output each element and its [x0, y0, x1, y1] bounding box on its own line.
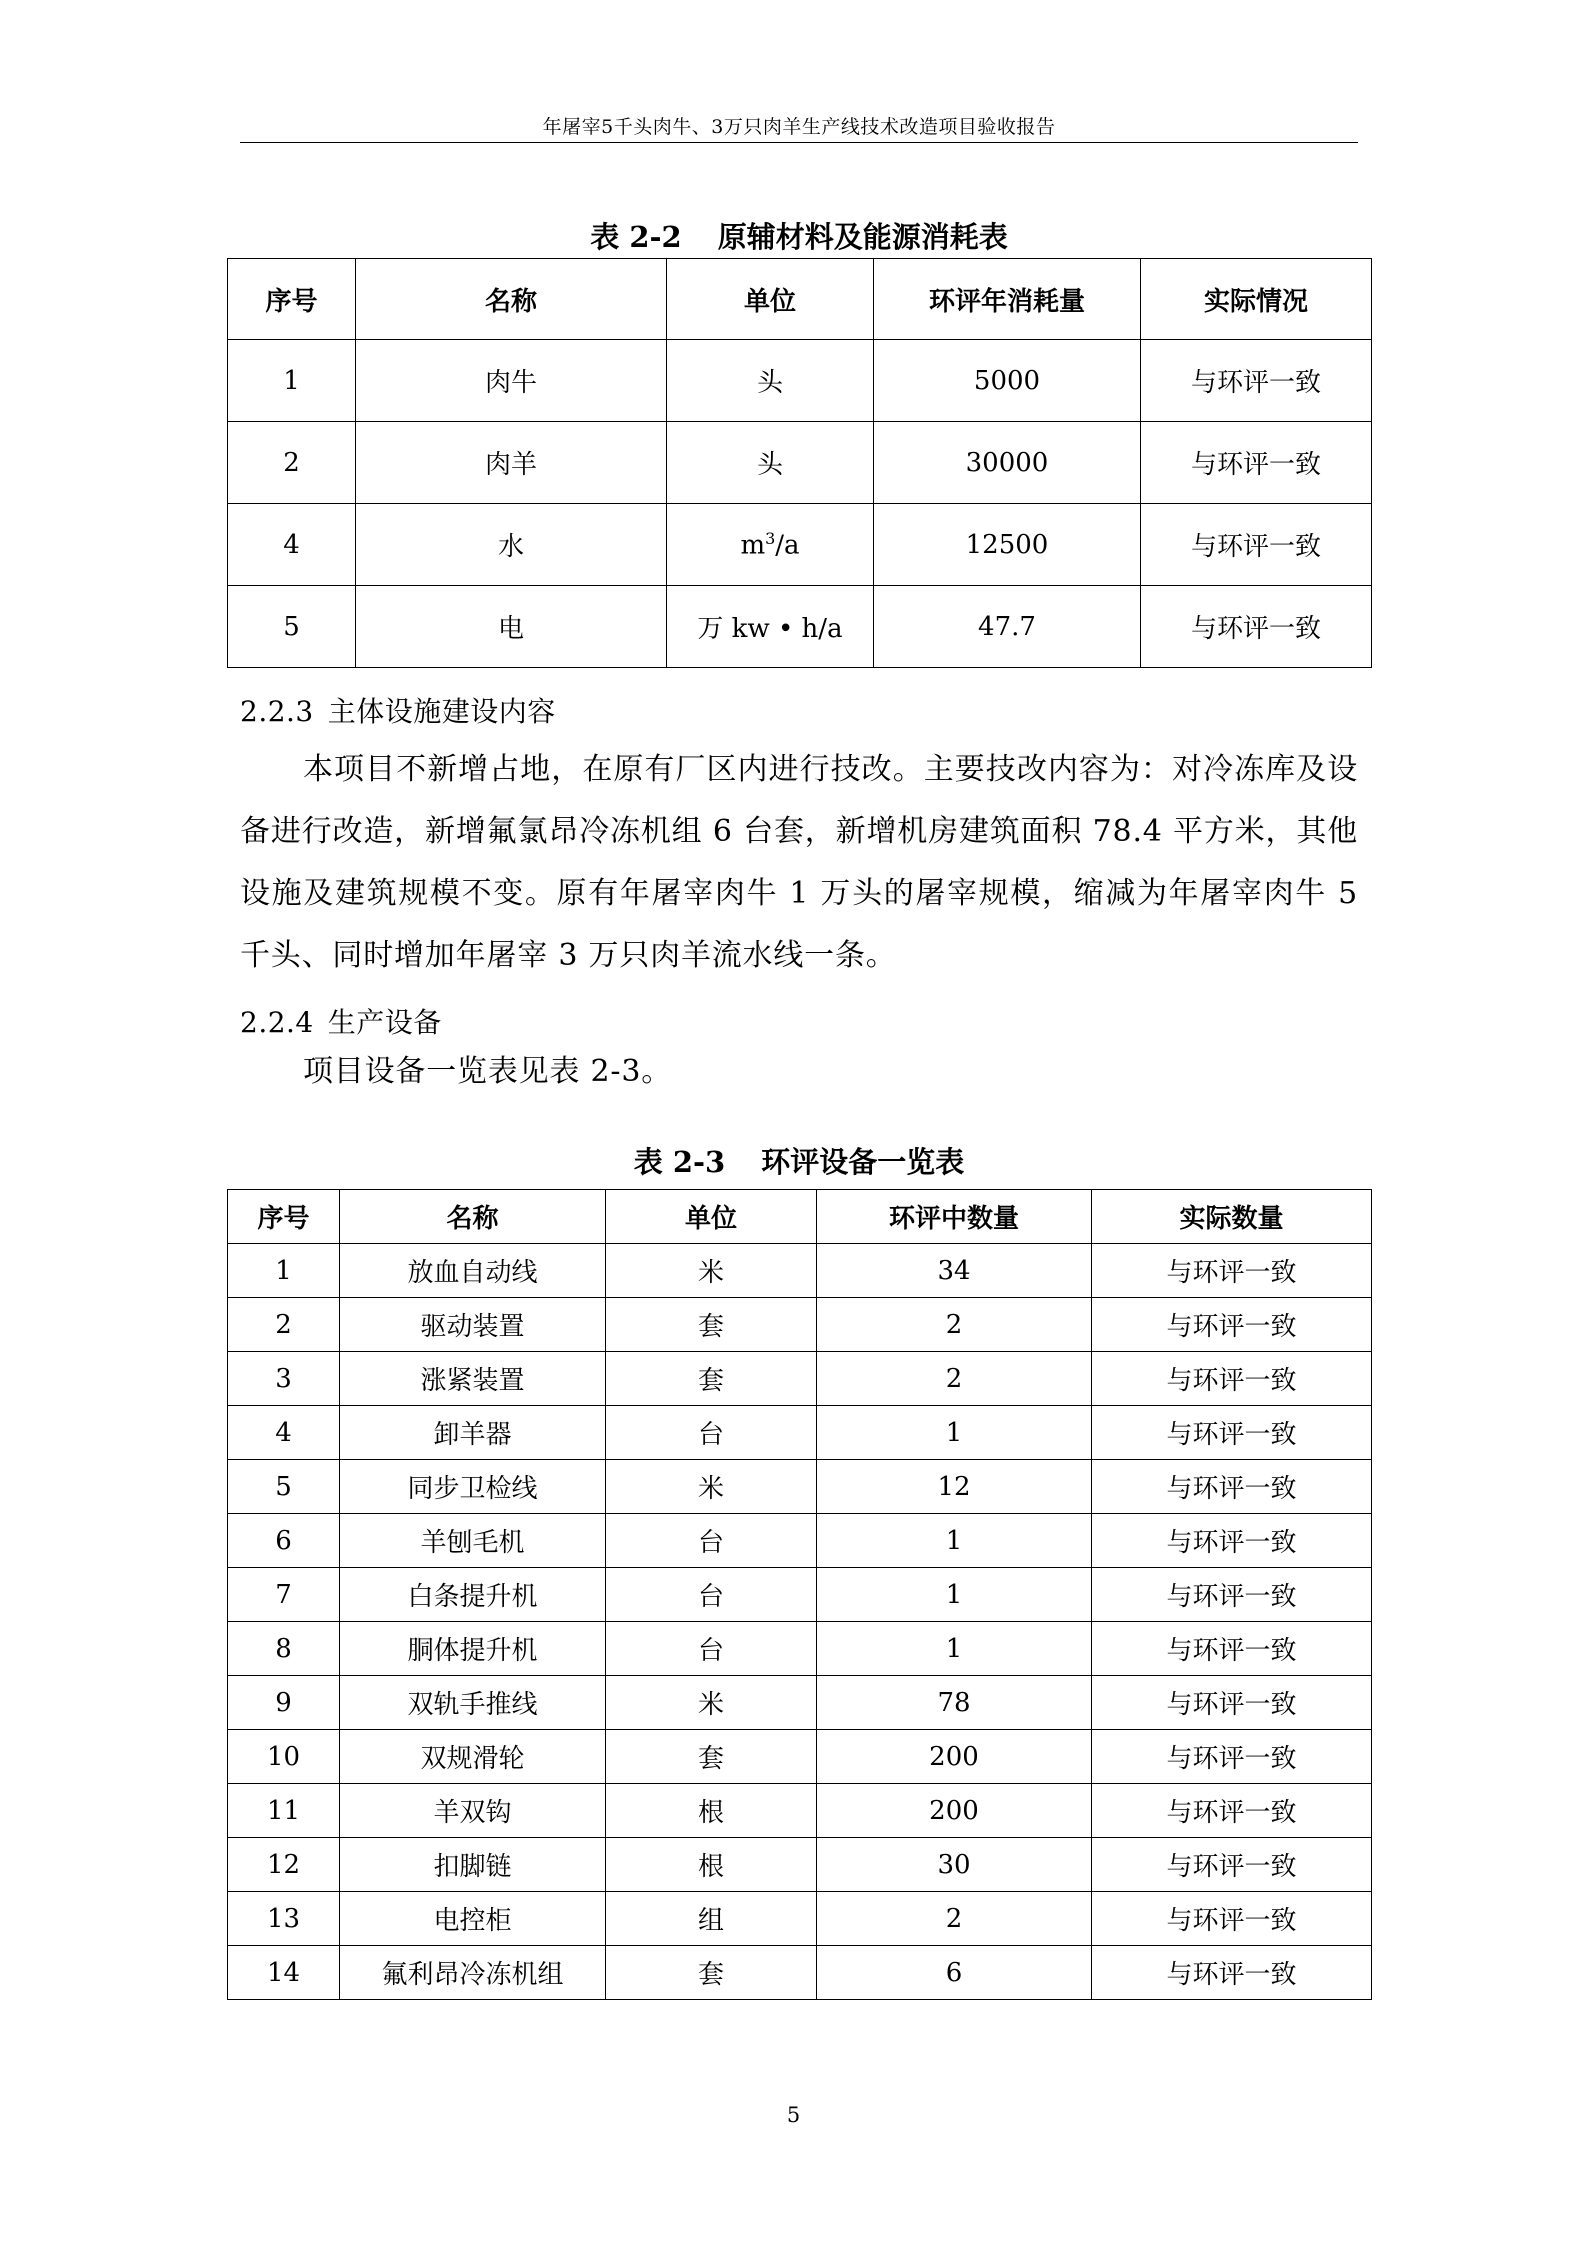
cell-name: 水: [356, 504, 667, 586]
table-2-2-caption-title: 原辅材料及能源消耗表: [717, 220, 1008, 254]
cell-unit: 头: [667, 422, 874, 504]
cell-no: 9: [228, 1676, 340, 1730]
cell-name: 羊双钩: [340, 1784, 606, 1838]
table-2-3-caption-title: 环评设备一览表: [761, 1145, 965, 1179]
table-2-3-caption: [227, 1140, 1371, 1181]
cell-name: 白条提升机: [340, 1568, 606, 1622]
cell-name: 同步卫检线: [340, 1460, 606, 1514]
cell-name: 扣脚链: [340, 1838, 606, 1892]
cell-no: 12: [228, 1838, 340, 1892]
cell-value: 12500: [874, 504, 1141, 586]
cell-actual: 与环评一致: [1092, 1568, 1372, 1622]
table-row: [228, 1244, 1372, 1298]
cell-actual: 与环评一致: [1092, 1298, 1372, 1352]
cell-no: 14: [228, 1946, 340, 2000]
table-row: [228, 1946, 1372, 2000]
cell-actual: 与环评一致: [1092, 1892, 1372, 1946]
table-2-3-caption-number: 表 2-3: [633, 1145, 726, 1179]
cell-name: 放血自动线: [340, 1244, 606, 1298]
column-header-name: 名称: [340, 1190, 606, 1244]
cell-unit: [667, 504, 874, 586]
cell-name: 羊刨毛机: [340, 1514, 606, 1568]
cell-no: 8: [228, 1622, 340, 1676]
section-heading-2-2-4: [240, 1001, 442, 1041]
table-2-2-caption: [227, 215, 1371, 256]
table-row: [228, 422, 1372, 504]
unit-superscript: 3: [765, 528, 776, 548]
cell-quantity: 30: [817, 1838, 1092, 1892]
table-row: [228, 1406, 1372, 1460]
cell-name: 卸羊器: [340, 1406, 606, 1460]
cell-no: 11: [228, 1784, 340, 1838]
body-paragraph: 项目设备一览表见表 2-3。: [303, 1054, 673, 1089]
cell-unit: 台: [606, 1568, 817, 1622]
cell-name: 电控柜: [340, 1892, 606, 1946]
table-2-3-header-row: [228, 1190, 1372, 1244]
column-header-unit: 单位: [667, 259, 874, 340]
table-row: [228, 504, 1372, 586]
cell-unit: 台: [606, 1406, 817, 1460]
cell-no: 10: [228, 1730, 340, 1784]
column-header-unit: 单位: [606, 1190, 817, 1244]
cell-quantity: 2: [817, 1352, 1092, 1406]
table-row: [228, 1514, 1372, 1568]
cell-actual: 与环评一致: [1141, 504, 1372, 586]
cell-unit: 米: [606, 1244, 817, 1298]
cell-no: 13: [228, 1892, 340, 1946]
cell-value: 5000: [874, 340, 1141, 422]
column-header-eia-quantity: 环评中数量: [817, 1190, 1092, 1244]
cell-no: 2: [228, 1298, 340, 1352]
cell-unit: 头: [667, 340, 874, 422]
table-row: [228, 340, 1372, 422]
column-header-actual: 实际情况: [1141, 259, 1372, 340]
cell-quantity: 78: [817, 1676, 1092, 1730]
cell-name: 电: [356, 586, 667, 668]
cell-unit: 组: [606, 1892, 817, 1946]
cell-actual: 与环评一致: [1141, 586, 1372, 668]
cell-name: 肉牛: [356, 340, 667, 422]
table-row: [228, 1892, 1372, 1946]
cell-unit: 根: [606, 1838, 817, 1892]
table-2-3-body: [228, 1244, 1372, 2000]
cell-unit: 米: [606, 1460, 817, 1514]
column-header-actual-quantity: 实际数量: [1092, 1190, 1372, 1244]
cell-actual: 与环评一致: [1092, 1352, 1372, 1406]
section-title: 生产设备: [327, 1006, 442, 1039]
cell-value: 47.7: [874, 586, 1141, 668]
cell-quantity: 200: [817, 1784, 1092, 1838]
cell-no: 6: [228, 1514, 340, 1568]
cell-unit: 台: [606, 1514, 817, 1568]
cell-quantity: 200: [817, 1730, 1092, 1784]
cell-name: 氟利昂冷冻机组: [340, 1946, 606, 2000]
cell-no: 2: [228, 422, 356, 504]
table-row: [228, 1568, 1372, 1622]
unit-base: m: [740, 530, 766, 561]
table-2-3: [227, 1189, 1372, 2000]
cell-unit: 套: [606, 1352, 817, 1406]
body-paragraph: 本项目不新增占地，在原有厂区内进行技改。主要技改内容为：对冷冻库及设备进行改造，新增氟氯昂冷冻机组 6 台套，新增机房建筑面积 78.4 平方米，其他设施及建筑规模不变。原有年屠宰肉牛 1 万头的屠宰规模，缩减为年屠宰肉牛 5 千头、同时增加年屠宰 3 万只肉羊流水线一条。: [240, 752, 1358, 973]
table-row: [228, 586, 1372, 668]
section-title: 主体设施建设内容: [327, 695, 556, 728]
cell-quantity: 34: [817, 1244, 1092, 1298]
table-row: [228, 1298, 1372, 1352]
cell-actual: 与环评一致: [1092, 1622, 1372, 1676]
cell-no: 4: [228, 504, 356, 586]
table-row: [228, 1838, 1372, 1892]
cell-actual: 与环评一致: [1092, 1514, 1372, 1568]
cell-actual: 与环评一致: [1092, 1244, 1372, 1298]
cell-quantity: 6: [817, 1946, 1092, 2000]
table-2-2-caption-number: 表 2-2: [590, 220, 682, 254]
cell-quantity: 1: [817, 1406, 1092, 1460]
cell-unit: 万 kw • h/a: [667, 586, 874, 668]
cell-unit: 根: [606, 1784, 817, 1838]
cell-name: 双规滑轮: [340, 1730, 606, 1784]
cell-name: 胴体提升机: [340, 1622, 606, 1676]
unit-tail: /a: [775, 530, 800, 561]
cell-unit: 套: [606, 1730, 817, 1784]
table-row: [228, 1784, 1372, 1838]
column-header-no: 序号: [228, 259, 356, 340]
cell-actual: 与环评一致: [1141, 340, 1372, 422]
cell-unit: 套: [606, 1298, 817, 1352]
cell-actual: 与环评一致: [1092, 1406, 1372, 1460]
table-row: [228, 1622, 1372, 1676]
table-2-2: [227, 258, 1372, 668]
cell-no: 4: [228, 1406, 340, 1460]
column-header-annual-consumption: 环评年消耗量: [874, 259, 1141, 340]
cell-value: 30000: [874, 422, 1141, 504]
cell-unit: 套: [606, 1946, 817, 2000]
cell-quantity: 2: [817, 1298, 1092, 1352]
cell-quantity: 1: [817, 1514, 1092, 1568]
cell-actual: 与环评一致: [1092, 1838, 1372, 1892]
cell-actual: 与环评一致: [1092, 1730, 1372, 1784]
page-number: 5: [786, 2103, 801, 2127]
cell-name: 涨紧装置: [340, 1352, 606, 1406]
section-heading-2-2-3: [240, 690, 556, 730]
table-row: [228, 1676, 1372, 1730]
cell-actual: 与环评一致: [1092, 1676, 1372, 1730]
cell-quantity: 1: [817, 1622, 1092, 1676]
table-row: [228, 1730, 1372, 1784]
cell-no: 1: [228, 340, 356, 422]
cell-no: 7: [228, 1568, 340, 1622]
cell-name: 驱动装置: [340, 1298, 606, 1352]
cell-quantity: 12: [817, 1460, 1092, 1514]
cell-actual: 与环评一致: [1092, 1946, 1372, 2000]
column-header-name: 名称: [356, 259, 667, 340]
table-2-2-header-row: [228, 259, 1372, 340]
table-row: [228, 1460, 1372, 1514]
cell-actual: 与环评一致: [1092, 1784, 1372, 1838]
cell-quantity: 1: [817, 1568, 1092, 1622]
cell-no: 5: [228, 586, 356, 668]
cell-no: 5: [228, 1460, 340, 1514]
table-row: [228, 1352, 1372, 1406]
running-header: 年屠宰5千头肉牛、3万只肉羊生产线技术改造项目验收报告: [542, 116, 1056, 138]
cell-quantity: 2: [817, 1892, 1092, 1946]
cell-actual: 与环评一致: [1141, 422, 1372, 504]
cell-unit: 台: [606, 1622, 817, 1676]
cell-name: 双轨手推线: [340, 1676, 606, 1730]
header-rule: [240, 142, 1358, 143]
cell-actual: 与环评一致: [1092, 1460, 1372, 1514]
cell-unit: 米: [606, 1676, 817, 1730]
section-number: 2.2.4: [240, 1006, 314, 1039]
column-header-no: 序号: [228, 1190, 340, 1244]
cell-no: 3: [228, 1352, 340, 1406]
cell-no: 1: [228, 1244, 340, 1298]
section-number: 2.2.3: [240, 695, 314, 728]
cell-name: 肉羊: [356, 422, 667, 504]
